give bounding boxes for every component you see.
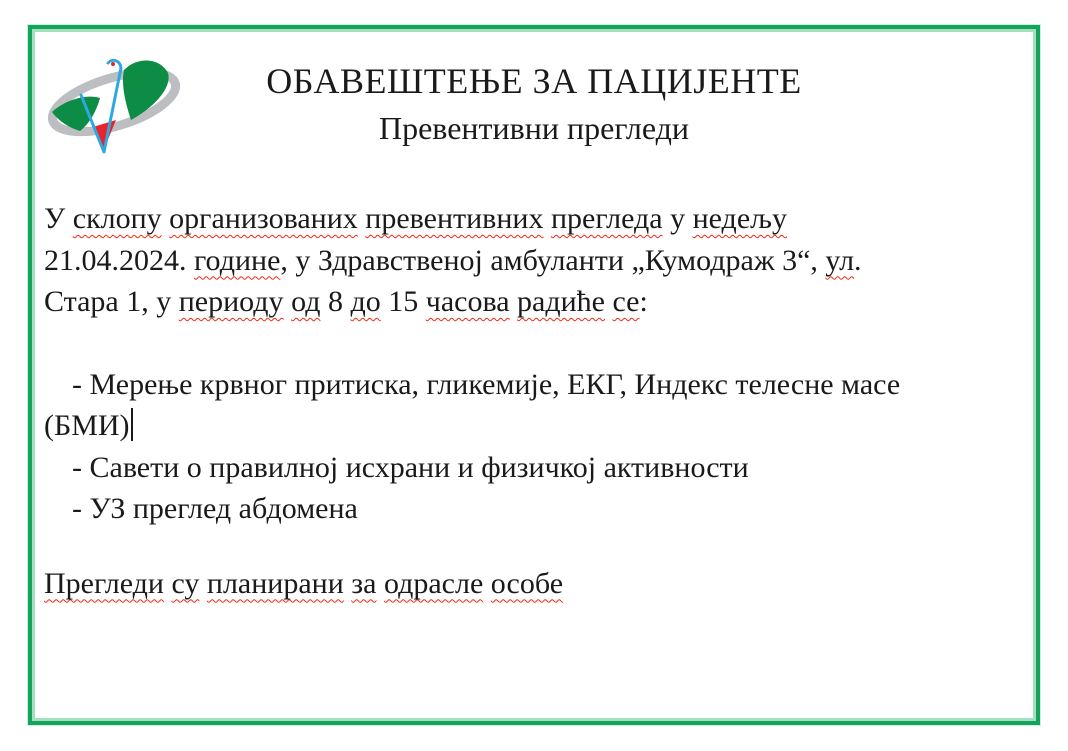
misspelled-word[interactable]: су	[171, 566, 200, 600]
word	[284, 285, 292, 318]
text-line[interactable]	[44, 240, 964, 282]
misspelled-word[interactable]: организованих	[169, 202, 358, 235]
misspelled-word[interactable]: године	[194, 243, 281, 277]
misspelled-word[interactable]: прегледа	[550, 202, 663, 235]
misspelled-word[interactable]: Прегледи	[44, 566, 164, 600]
misspelled-word[interactable]: радиће	[517, 285, 605, 318]
misspelled-word[interactable]: до	[350, 285, 381, 318]
word: , у Здравственој амбуланти „Кумодраж 3“,	[280, 243, 826, 277]
misspelled-word[interactable]: особе	[490, 566, 564, 600]
word: 21.04.2024.	[44, 243, 194, 277]
misspelled-word[interactable]: превентивних	[365, 202, 544, 235]
word: Стара 1, у	[44, 285, 179, 318]
intro-paragraph[interactable]	[44, 198, 964, 323]
word	[510, 285, 518, 318]
misspelled-word[interactable]: планирани	[206, 566, 344, 600]
word: - Савети о правилној исхрани и физичкој активности	[72, 450, 749, 484]
word	[199, 567, 207, 600]
word: .	[854, 243, 862, 277]
word	[376, 567, 384, 600]
misspelled-word[interactable]: периоду	[178, 285, 284, 318]
misspelled-word[interactable]: за	[351, 566, 377, 600]
text-line[interactable]	[44, 364, 964, 406]
word: У	[44, 202, 73, 235]
word: у	[662, 202, 693, 235]
misspelled-word[interactable]: часова	[425, 285, 510, 318]
text-line[interactable]	[44, 488, 964, 530]
text-line[interactable]	[44, 281, 964, 323]
text-line[interactable]	[44, 563, 964, 605]
word: - УЗ преглед абдомена	[72, 492, 358, 525]
word: 8	[320, 285, 351, 318]
text-line[interactable]	[44, 447, 964, 489]
misspelled-word[interactable]: одрасле	[383, 566, 484, 600]
word: (БМИ)	[44, 409, 130, 442]
misspelled-word[interactable]: од	[291, 285, 321, 318]
page-title[interactable]: ОБАВЕШТЕЊЕ ЗА ПАЦИЈЕНТЕ	[266, 61, 802, 101]
title-block	[0, 58, 1068, 150]
word: - Мерење крвног притиска, гликемије, ЕКГ, Индекс телесне масе	[72, 367, 901, 401]
document-body[interactable]	[44, 198, 964, 604]
word	[543, 202, 551, 235]
misspelled-word[interactable]: недељу	[692, 202, 787, 235]
word: 15	[380, 285, 426, 318]
footer-note[interactable]	[44, 563, 964, 605]
misspelled-word[interactable]: ул	[825, 243, 855, 277]
text-line[interactable]	[44, 405, 964, 447]
page-subtitle[interactable]: Превентивни прегледи	[378, 110, 689, 146]
misspelled-word[interactable]: склопу	[72, 202, 162, 235]
services-list[interactable]	[44, 364, 964, 530]
word	[483, 567, 491, 600]
text-line[interactable]	[44, 198, 964, 240]
word	[605, 285, 613, 318]
misspelled-word[interactable]: се	[612, 285, 640, 318]
text-caret	[131, 408, 133, 441]
word: :	[639, 285, 648, 318]
